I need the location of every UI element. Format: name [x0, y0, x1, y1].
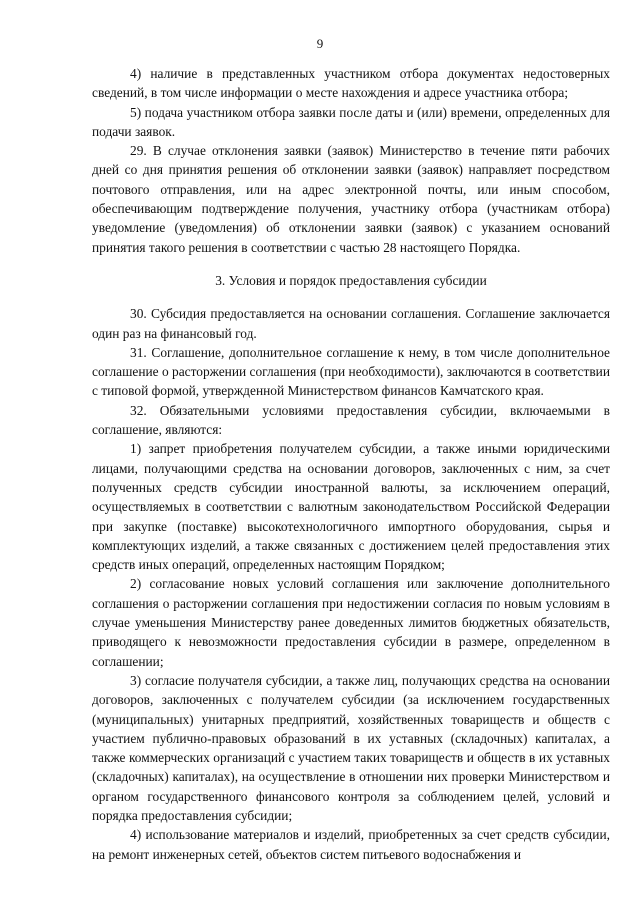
paragraph: 4) использование материалов и изделий, приобретенных за счет средств субсидии, на ремонт инженерных сетей, объектов систем питьевого водоснабжения и: [92, 827, 610, 862]
paragraph: 31. Соглашение, дополнительное соглашение к нему, в том числе дополнительное соглашение о расторжении соглашения (при необходимости), заключаются в соответствии с типовой формой, утвержденной Министерством финансов Камчатского края.: [92, 344, 610, 399]
paragraph: 5) подача участником отбора заявки после даты и (или) времени, определенных для подачи заявок.: [92, 104, 610, 139]
paragraph: 30. Субсидия предоставляется на основании соглашения. Соглашение заключается один раз на финансовый год.: [92, 306, 610, 341]
paragraph: 2) согласование новых условий соглашения или заключение дополнительного соглашения о расторжении соглашения при недостижении согласия по новым условиям в случае уменьшения Министерству ранее доведенных лимитов бюджетных обязательств, приводящего к невозможности предоставления субсидии в размере, определенном в соглашении;: [92, 576, 610, 669]
document-body: [92, 64, 610, 864]
paragraph: 3) согласие получателя субсидии, а также лиц, получающих средства на основании договоров, заключенных с получателем субсидии (за исключением государственных (муниципальных) унитарных предприятий, хозяйственных товариществ и обществ с участием публично-правовых образований в их уставных (складочных) капиталах, а также коммерческих организаций с участием таких товариществ и обществ в их уставных (складочных) капиталах), на осуществление в отношении них проверки Министерством и органом государственного финансового контроля за соблюдением целей, условий и порядка предоставления субсидии;: [92, 672, 610, 823]
section-heading: 3. Условия и порядок предоставления субсидии: [215, 272, 487, 288]
paragraph: 29. В случае отклонения заявки (заявок) Министерство в течение пяти рабочих дней со дня принятия решения об отклонении заявки (заявок) направляет посредством почтового отправления, или на адрес электронной почты, или иным способом, обеспечивающим подтверждение получения, участнику отбора (участникам отбора) уведомление (уведомления) об отклонении заявки (заявок) с указанием оснований принятия такого решения в соответствии с частью 28 настоящего Порядка.: [92, 143, 610, 255]
paragraph: 4) наличие в представленных участником отбора документах недостоверных сведений, в том числе информации о месте нахождения и адресе участника отбора;: [92, 66, 610, 101]
paragraph: 32. Обязательными условиями предоставления субсидии, включаемыми в соглашение, являются:: [92, 402, 610, 438]
paragraph: 1) запрет приобретения получателем субсидии, а также иными юридическими лицами, получающими средства на основании договоров, заключенных с ним, за счет полученных средств субсидии иностранной валюты, за исключением операций, осуществляемых в соответствии с валютным законодательством Российской Федерации при закупке (поставке) высокотехнологичного импортного оборудования, сырья и комплектующих изделий, а также связанных с достижением целей предоставления этих средств иных операций, определенных настоящим Порядком;: [92, 441, 610, 573]
page-number: 9: [316, 36, 324, 51]
